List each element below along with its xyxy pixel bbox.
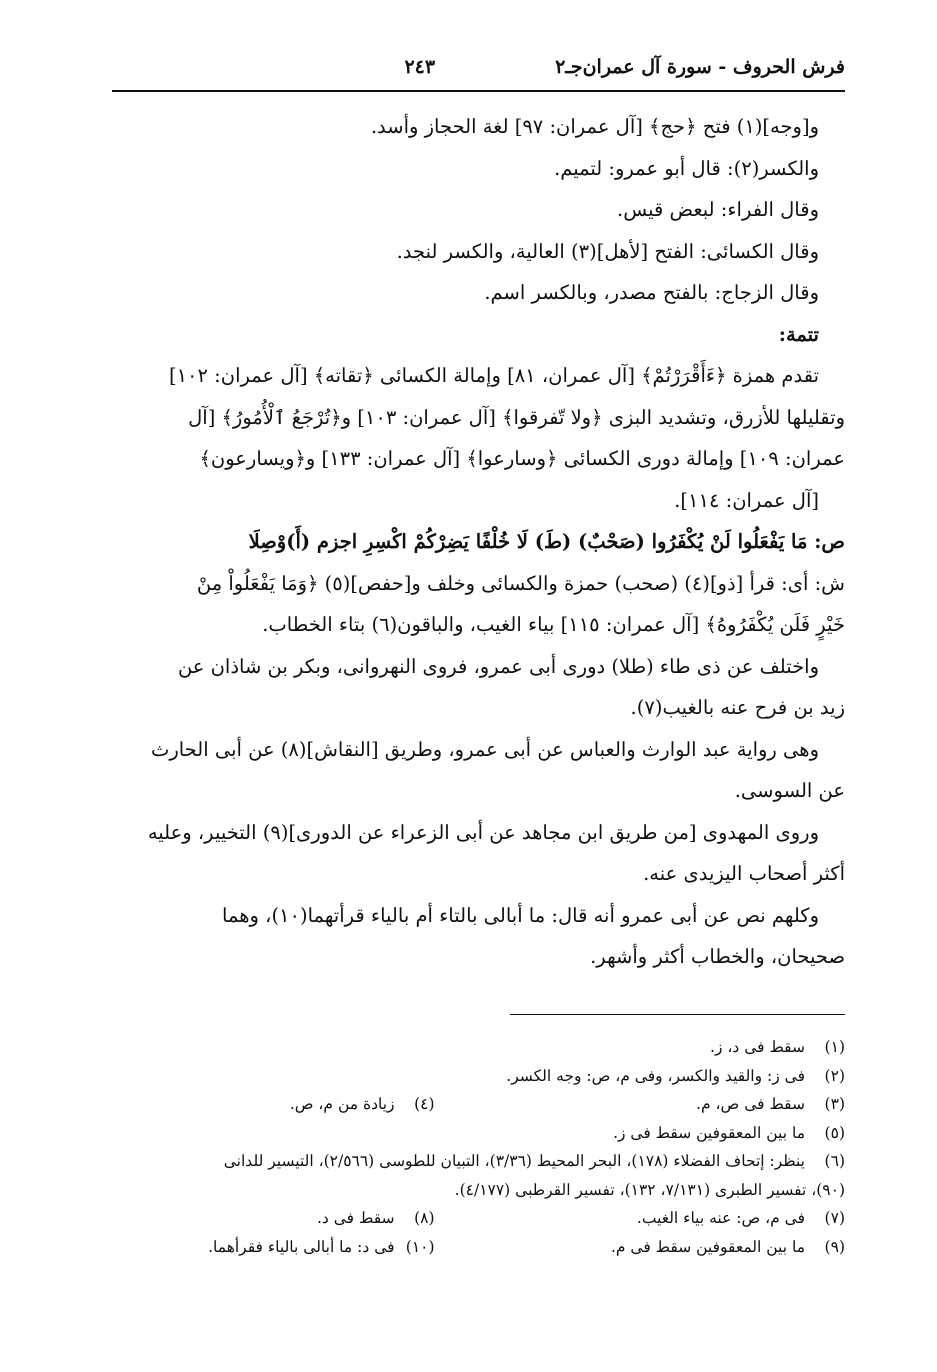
footnote-number: (٨) — [414, 1209, 435, 1227]
footnote-text: سقط فى د، ز. — [710, 1038, 805, 1056]
document-page — [112, 0, 845, 1372]
footnotes — [112, 1033, 845, 1261]
footnote-number: (٥) — [824, 1123, 845, 1142]
footnote-text: ما بين المعقوفين سقط فى م. — [610, 1237, 805, 1256]
text-line: و[وجه](١) فتح ﴿حج﴾ [آل عمران: ٩٧] لغة الحجاز وأسد. — [370, 115, 819, 138]
header-rule — [112, 90, 845, 92]
commentary-line: ش: أى: قرأ [ذو](٤) (صحب) حمزة والكسائى وخلف و[حفص](٥) ﴿وَمَا يَفْعَلُواْ مِنْ — [196, 571, 845, 595]
section-heading: تتمة: — [778, 322, 819, 346]
header-title: فرش الحروف - سورة آل عمران — [582, 56, 845, 78]
footnote-text: سقط فى د. — [316, 1209, 395, 1227]
text-line: وروى المهدوى [من طريق ابن مجاهد عن أبى الزعراء عن الدورى](٩) التخيير، وعليه — [147, 820, 819, 844]
text-line: [آل عمران: ١١٤]. — [674, 488, 819, 512]
page-number: ٢٤٣ — [404, 56, 436, 78]
footnote-pair — [112, 1204, 845, 1233]
footnote-number: (٣) — [824, 1095, 845, 1113]
footnote-text: زيادة من م، ص. — [289, 1095, 395, 1113]
text-line: عمران: ١٠٩] وإمالة دورى الكسائى ﴿وسارعوا﴾ [آل عمران: ١٣٣] و﴿ويسارعون﴾ — [199, 447, 845, 470]
text-line: صحيحان، والخطاب أكثر وأشهر. — [590, 945, 845, 968]
footnote-number: (٧) — [824, 1209, 845, 1227]
footnote — [112, 1147, 845, 1176]
footnote-number: (٢) — [824, 1066, 845, 1085]
running-header — [112, 56, 845, 88]
text-line: وتقليلها للأزرق، وتشديد البزى ﴿ولا تّفرقوا﴾ [آل عمران: ١٠٣] و﴿تُرْجَعُ ٱلْأُمُورُ﴾ [آل — [188, 405, 845, 429]
footnote-pair — [112, 1233, 845, 1262]
footnote-text: ما بين المعقوفين سقط فى ز. — [613, 1123, 805, 1142]
text-line: وكلهم نص عن أبى عمرو أنه قال: ما أبالى بالتاء أم بالياء قرأتهما(١٠)، وهما — [222, 903, 819, 927]
header-part: جـ٢ — [555, 56, 583, 78]
footnote-number: (٤) — [414, 1095, 435, 1113]
footnote-text: سقط فى ص، م. — [696, 1095, 805, 1113]
text-line: وقال الكسائى: الفتح [لأهل](٣) العالية، والكسر لنجد. — [396, 239, 819, 263]
verse-line: ص: مَا يَفْعَلُوا لَنْ يُكْفَرُوا (صَحْبٌ) (طَ) لَا خُلْفًا يَضِرْكُمْ اكْسِرِ اجزم (أَ)وْصِلَا — [248, 530, 845, 553]
footnote-text: فى ز: والقيد والكسر، وفى م، ص: وجه الكسر. — [506, 1066, 805, 1085]
footnote-number: (١) — [824, 1038, 845, 1056]
text-line: عن السوسى. — [734, 779, 845, 802]
footnote — [112, 1033, 845, 1062]
footnote-number: (١٠) — [405, 1237, 435, 1256]
main-text — [112, 106, 845, 978]
text-line: واختلف عن ذى طاء (طلا) دورى أبى عمرو، فروى النهروانى، وبكر بن شاذان عن — [177, 654, 819, 678]
text-line: أكثر أصحاب اليزيدى عنه. — [643, 862, 845, 885]
text-line: وقال الزجاج: بالفتح مصدر، وبالكسر اسم. — [484, 281, 819, 304]
footnote-number: (٩) — [824, 1237, 845, 1256]
text-line: زيد بن فرح عنه بالغيب(٧). — [630, 696, 845, 719]
footnote-number: (٦) — [824, 1152, 845, 1170]
text-line: وهى رواية عبد الوارث والعباس عن أبى عمرو، وطريق [النقاش](٨) عن أبى الحارث — [150, 737, 819, 761]
footnote-continuation: (٩٠)، تفسير الطبرى (٧/١٣١، ١٣٢)، تفسير القرطبى (٤/١٧٧). — [454, 1180, 845, 1199]
text-line: تقدم همزة ﴿ءَأَقْرَرْتُمْ﴾ [آل عمران، ٨١] وإمالة الكسائى ﴿تقاته﴾ [آل عمران: ١٠٢] — [168, 364, 819, 387]
footnote-text: فى د: ما أبالى بالياء فقرأهما. — [208, 1237, 395, 1256]
footnote-text: فى م، ص: عنه بياء الغيب. — [636, 1209, 805, 1227]
footnote — [112, 1119, 845, 1148]
footnote — [112, 1062, 845, 1091]
text-line: وقال الفراء: لبعض قيس. — [617, 198, 819, 221]
footnote-rule — [510, 1014, 845, 1015]
text-line: خَيْرٍ فَلَن يُكْفَرُوهُ﴾ [آل عمران: ١١٥] بياء الغيب، والباقون(٦) بتاء الخطاب. — [262, 613, 845, 636]
text-line: والكسر(٢): قال أبو عمرو: لتميم. — [554, 156, 819, 180]
footnote-pair — [112, 1090, 845, 1119]
footnote-text: ينظر: إتحاف الفضلاء (١٧٨)، البحر المحيط (٣/٣٦)، التبيان للطوسى (٢/٥٦٦)، التيسير للدانى — [223, 1152, 805, 1170]
